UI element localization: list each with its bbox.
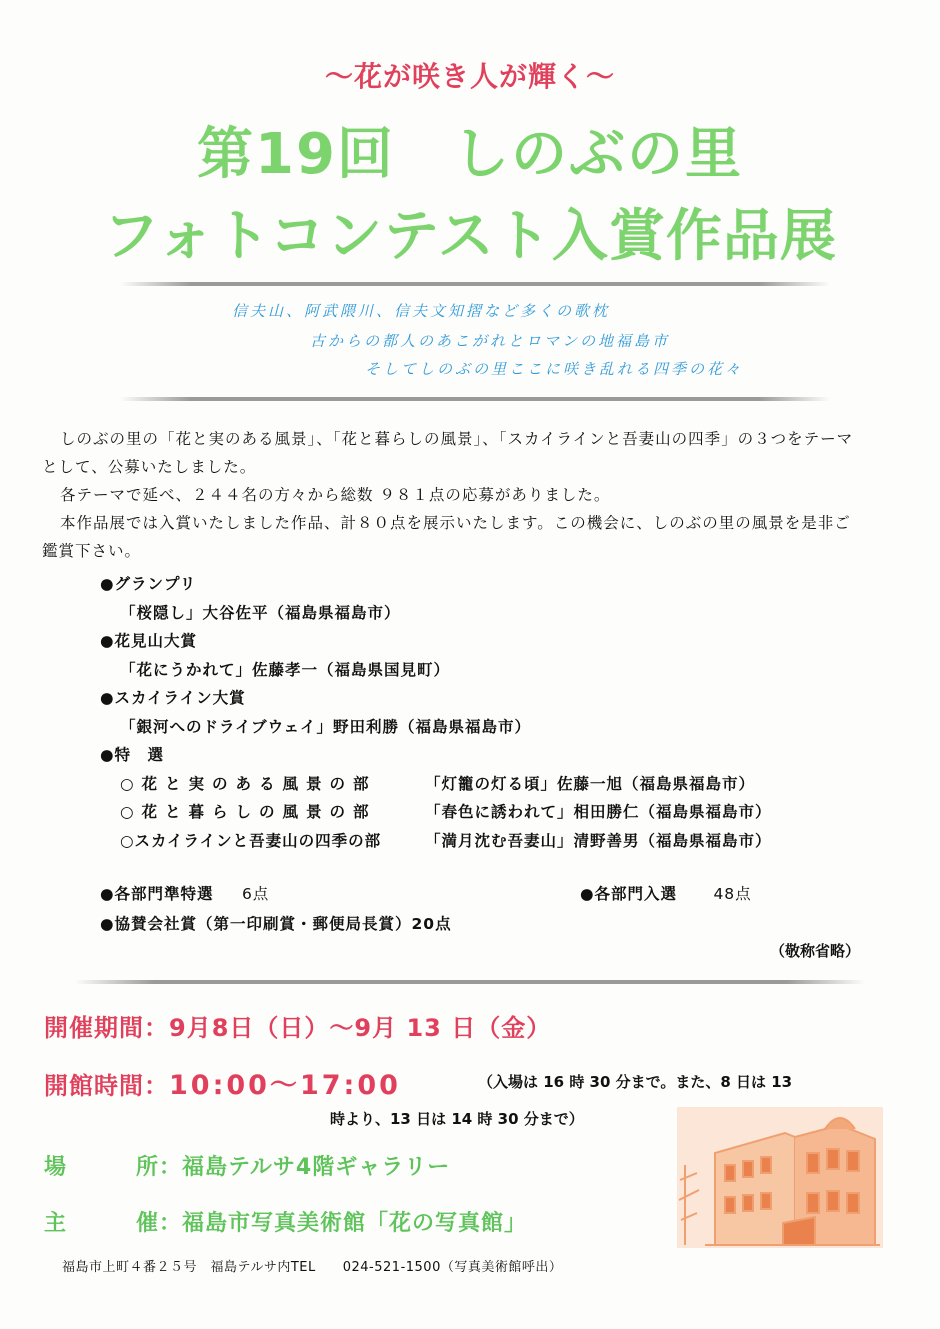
venue	[44, 1150, 450, 1181]
divider-bottom	[75, 980, 865, 984]
honorific-note: （敬称省略）	[770, 942, 861, 960]
hours-label: 開館時間：	[44, 1072, 169, 1100]
skyline-winner: 「銀河へのドライブウェイ」野田利勝（福島県福島市）	[120, 717, 531, 736]
special-category: ○スカイラインと吾妻山の四季の部	[120, 831, 382, 850]
special-winner: 「春色に誘われて」相田勝仁（福島県福島市）	[425, 803, 772, 821]
period-value: 9月8日（日）～9月 13 日（金）	[169, 1014, 552, 1042]
organizer	[44, 1206, 527, 1237]
special-winner: 「灯籠の灯る頃」佐藤一旭（福島県福島市）	[425, 774, 756, 793]
organizer-value: 福島市写真美術館「花の写真館」	[182, 1211, 528, 1236]
subtitle: ～花が咲き人が輝く～	[324, 60, 615, 93]
poem-line-3: そしてしのぶの里ここに咲き乱れる四季の花々	[365, 360, 744, 378]
intro-p3-line2: 鑑賞下さい。	[42, 542, 142, 560]
special-category: ○花と実のある風景の部	[120, 774, 377, 793]
intro-p1-line1: しのぶの里の「花と実のある風景」、「花と暮らしの風景」、「スカイラインと吾妻山の四季」の３つをテーマ	[60, 430, 854, 448]
title-line-1: 第19回 しのぶの里	[197, 122, 743, 187]
special-winner: 「満月沈む吾妻山」清野善男（福島県福島市）	[425, 831, 772, 850]
skyline-label: ●スカイライン大賞	[100, 689, 246, 707]
place-value: 福島テルサ4階ギャラリー	[182, 1155, 451, 1180]
grand-prix-label: ●グランプリ	[100, 575, 197, 593]
special-category: ○花と暮らしの風景の部	[120, 803, 377, 821]
regular-prize: ●各部門入選 48点	[580, 885, 752, 903]
hours-note-2: 時より、13 日は 14 時 30 分まで）	[330, 1110, 584, 1128]
intro-text	[42, 425, 902, 565]
place-label: 場 所：	[44, 1155, 183, 1180]
divider-mid	[120, 397, 830, 401]
period-label: 開催期間：	[44, 1014, 169, 1042]
footer-address: 福島市上町４番２５号 福島テルサ内TEL 024-521-1500（写真美術館呼出）	[62, 1260, 563, 1275]
event-period	[44, 1008, 551, 1043]
hours-value: 10:00～17:00	[169, 1070, 401, 1101]
divider-top	[120, 282, 830, 286]
special-row	[120, 827, 772, 856]
special-label: ●特 選	[100, 746, 165, 764]
museum-building-icon	[675, 1105, 885, 1250]
grand-prix-winner: 「桜隠し」大谷佐平（福島県福島市）	[120, 603, 401, 622]
poem-line-2: 古からの都人のあこがれとロマンの地福島市	[310, 332, 671, 350]
special-row	[120, 770, 772, 799]
hours-note-1: （入場は 16 時 30 分まで。また、8 日は 13	[478, 1073, 793, 1091]
hanamiyama-winner: 「花にうかれて」佐藤孝一（福島県国見町）	[120, 660, 451, 679]
building-illustration	[675, 1105, 885, 1250]
sponsor-prize: ●協賛会社賞（第一印刷賞・郵便局長賞）20点	[100, 915, 452, 933]
hanamiyama-label: ●花見山大賞	[100, 632, 198, 650]
runner-up: ●各部門準特選 6点	[100, 885, 270, 903]
intro-p1-line2: として、公募いたしました。	[42, 458, 257, 476]
title-line-2: フォトコンテスト入賞作品展	[103, 204, 837, 269]
poem-line-1: 信夫山、阿武隈川、信夫文知摺など多くの歌枕	[232, 302, 611, 320]
intro-p3-line1: 本作品展では入賞いたしました作品、計８０点を展示いたします。この機会に、しのぶの里の風景を是非ご	[60, 514, 851, 532]
organizer-label: 主 催：	[44, 1211, 183, 1236]
awards-list	[100, 570, 772, 855]
special-row	[120, 798, 772, 827]
special-awards-table	[120, 770, 772, 856]
intro-p2: 各テーマで延べ、２４４名の方々から総数 ９８１点の応募がありました。	[60, 486, 611, 504]
opening-hours	[44, 1063, 401, 1102]
